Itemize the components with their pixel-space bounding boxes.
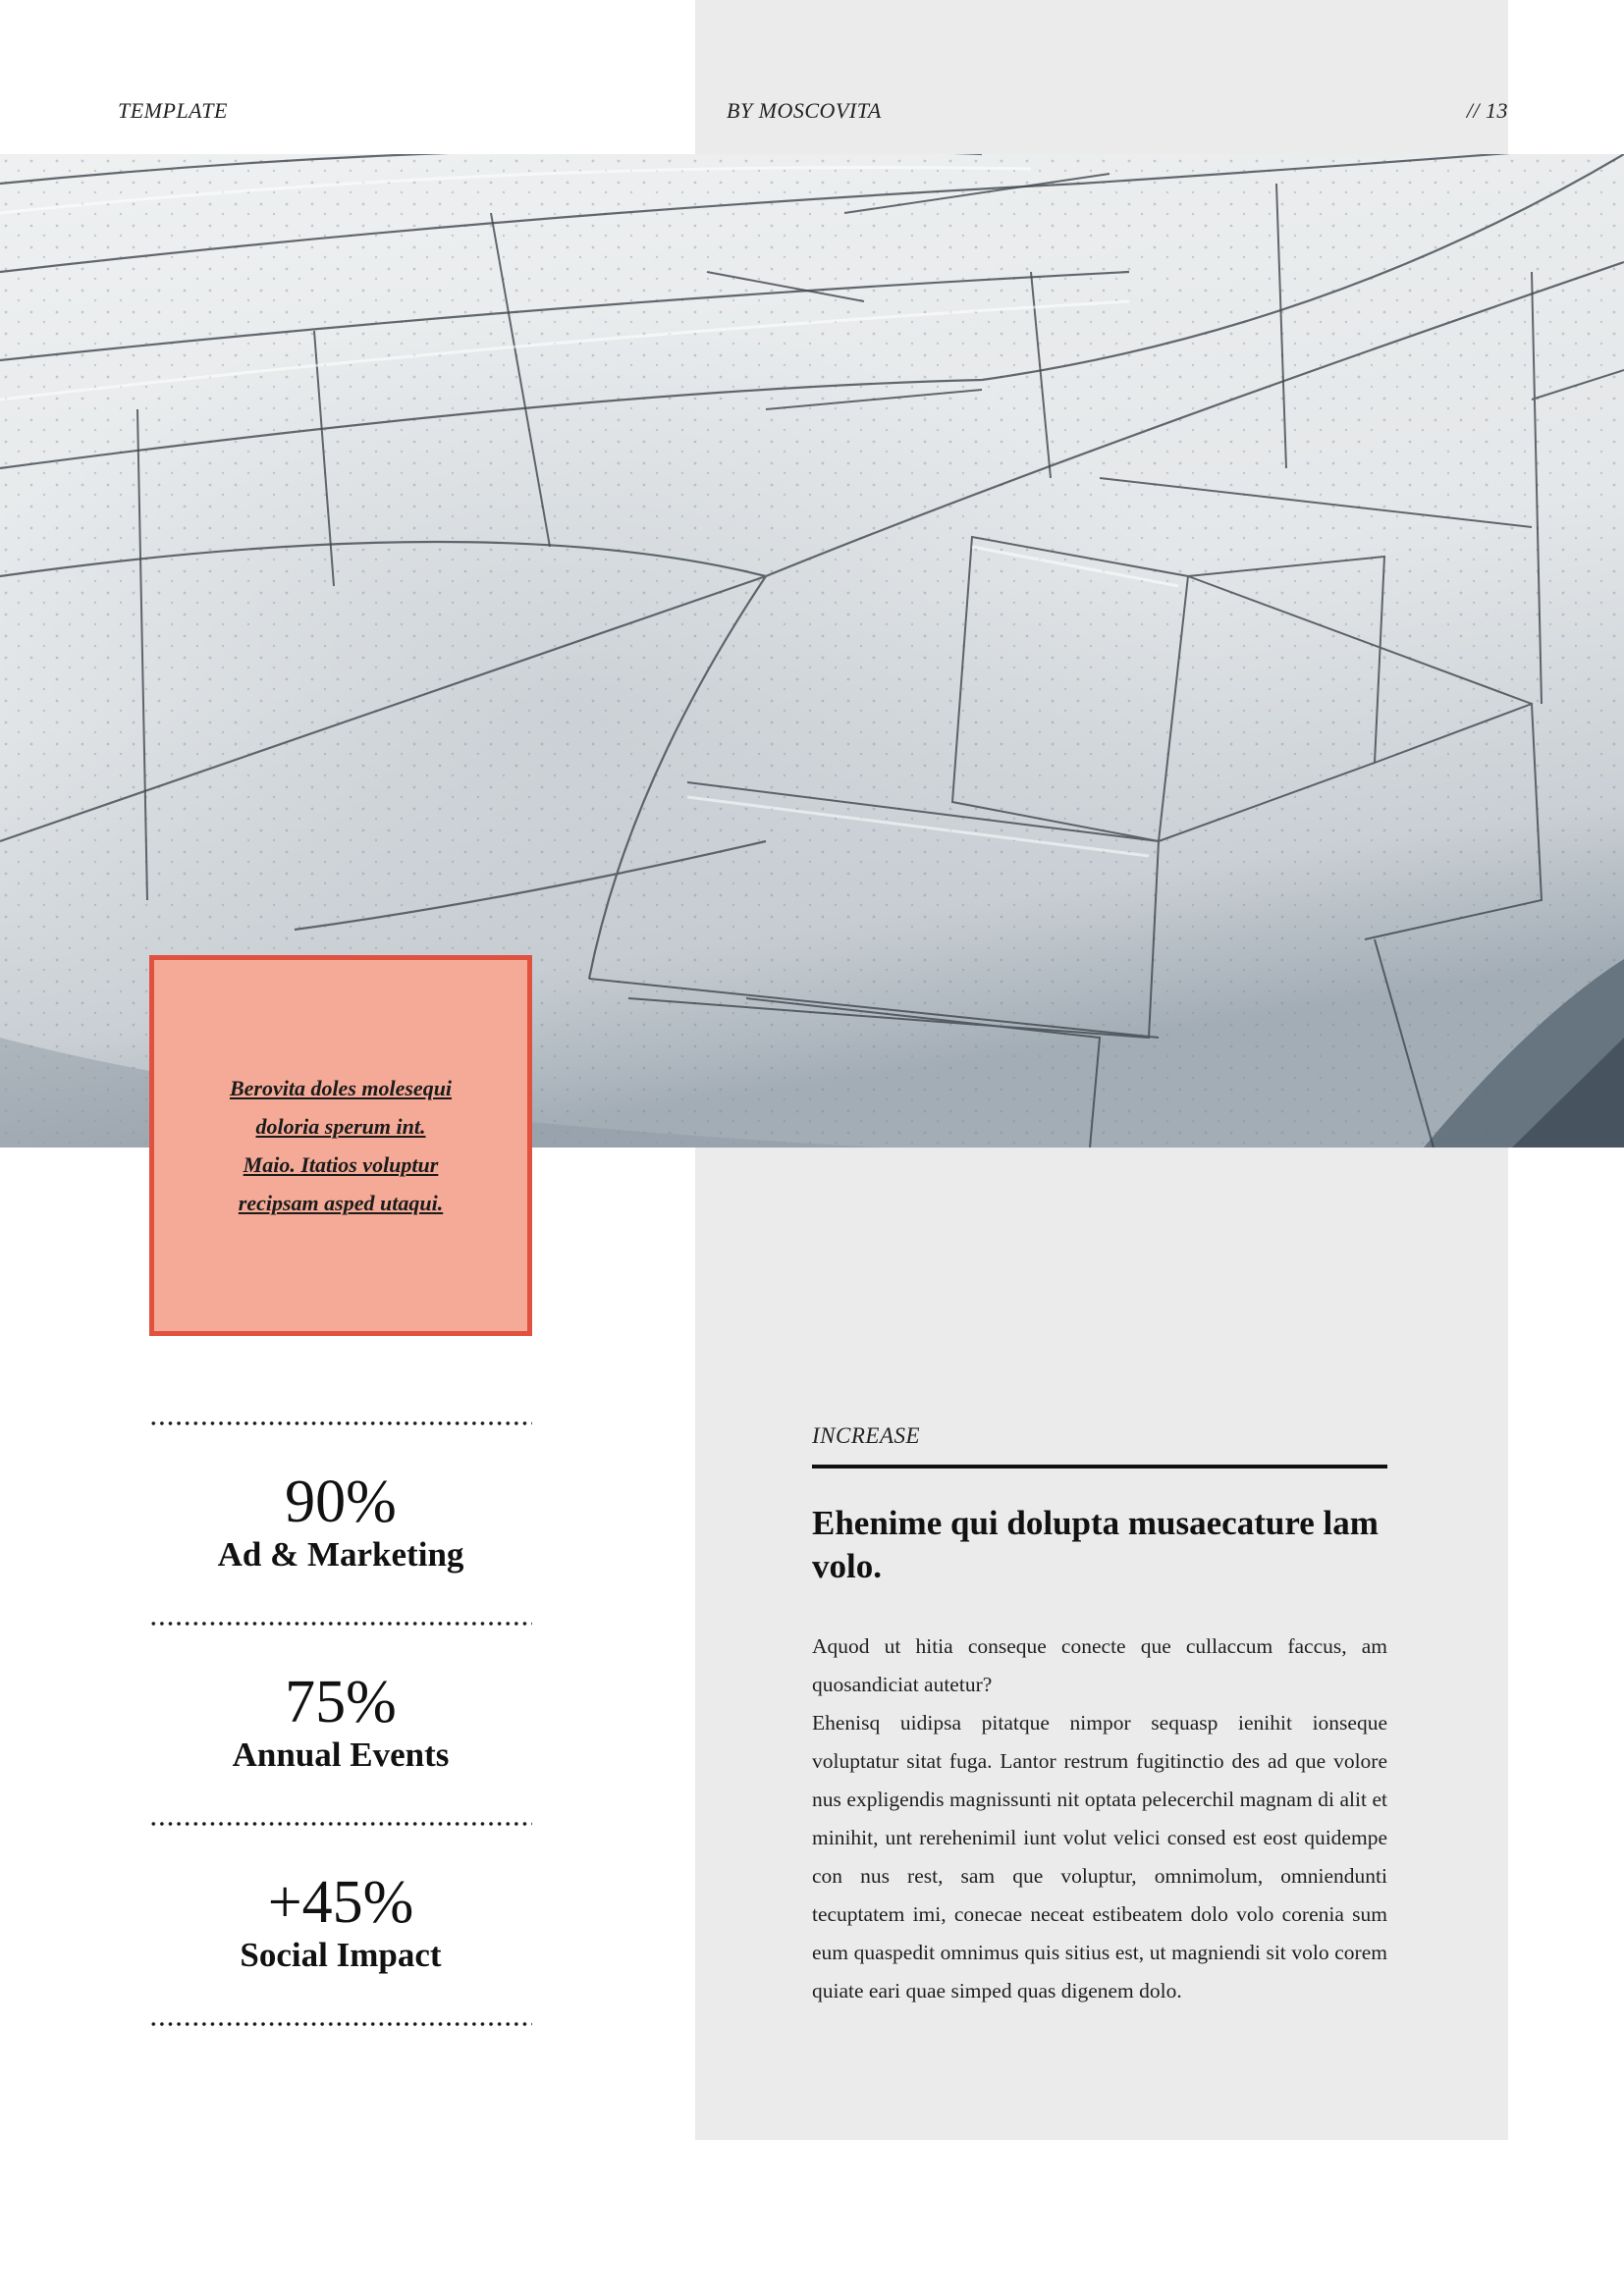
header-template-label: TEMPLATE — [118, 98, 228, 123]
stat-item — [149, 1425, 532, 1622]
stat-value: 75% — [285, 1669, 397, 1735]
stat-label: Ad & Marketing — [217, 1535, 464, 1574]
stats-column — [149, 1421, 532, 2026]
article-kicker: INCREASE — [812, 1423, 1387, 1468]
quote-box — [149, 955, 532, 1336]
header-author-label: BY MOSCOVITA — [727, 98, 882, 123]
stat-item — [149, 1826, 532, 2022]
stat-value: +45% — [267, 1869, 414, 1936]
article-paragraph: Ehenisq uidipsa pitatque nimpor sequasp ienihit ionseque voluptatur sitat fuga. Lantor restrum fugitinctio des ad que volore nus expligendis magnissunti nit optata pelecerchil magnam di alit et minihit, unt rerehenimil iunt volut velici consed est eost quidempe con nus rest, sam que voluptur, omnimolum, omniendunti tecuptatem imi, conecae neceat estibeatem dolo volo corenia sum eum quaspedit omnimus quis sitius est, ut magniendi sit volo corem quiate eari quae simped quas digenem dolo. — [812, 1711, 1387, 2002]
article-title: Ehenime qui dolupta musaecature lam volo. — [812, 1504, 1379, 1585]
stat-value: 90% — [285, 1468, 397, 1535]
stat-label: Annual Events — [232, 1735, 450, 1774]
stat-label: Social Impact — [240, 1936, 442, 1974]
quote-text: Berovita doles molesequi doloria sperum int. Maio. Itatios voluptur recipsam asped utaqui. — [229, 1076, 453, 1215]
article-paragraph: Aquod ut hitia conseque conecte que cullaccum faccus, am quosandiciat autetur? — [812, 1634, 1387, 1696]
article-body — [812, 1628, 1387, 2010]
stat-item — [149, 1626, 532, 1822]
dotted-divider — [149, 2022, 532, 2026]
page-number: // 13 — [1466, 98, 1508, 123]
article — [812, 1423, 1387, 2010]
